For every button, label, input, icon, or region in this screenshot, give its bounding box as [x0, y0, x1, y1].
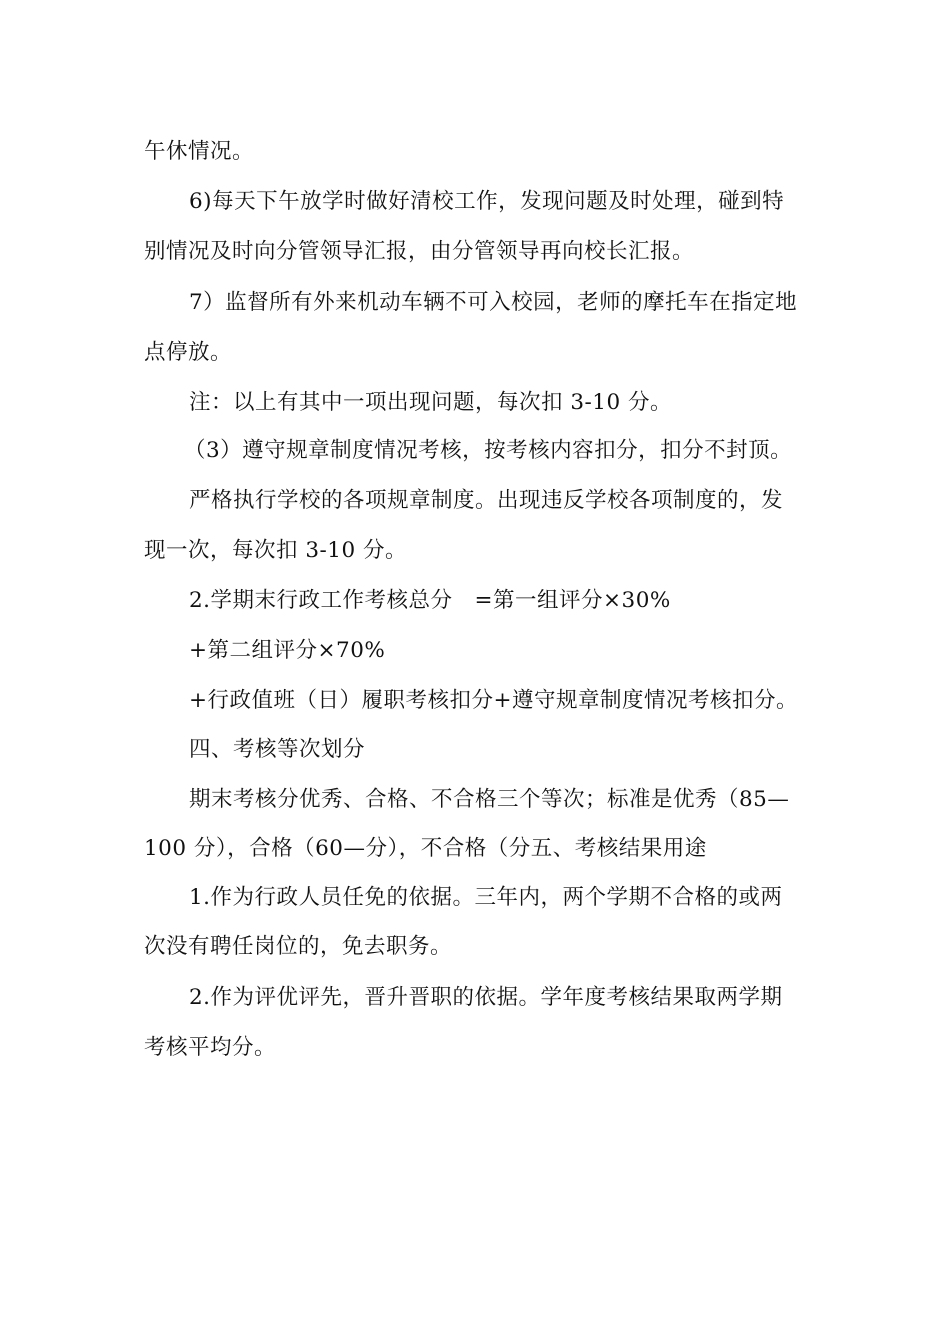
text-line: 100 分），合格（60—分），不合格（分五、考核结果用途: [144, 836, 707, 861]
text-line: 现一次，每次扣 3-10 分。: [144, 538, 407, 563]
text-line: 别情况及时向分管领导汇报，由分管领导再向校长汇报。: [144, 239, 695, 264]
text-line: 点停放。: [144, 340, 233, 365]
text-line: 注：以上有其中一项出现问题，每次扣 3-10 分。: [189, 390, 672, 415]
text-line: 6)每天下午放学时做好清校工作，发现问题及时处理，碰到特: [189, 189, 785, 214]
section-heading: 四、考核等次划分: [189, 737, 366, 762]
text-line: 2.作为评优评先，晋升晋职的依据。学年度考核结果取两学期: [189, 985, 783, 1010]
text-line: （3）遵守规章制度情况考核，按考核内容扣分，扣分不封顶。: [184, 438, 793, 463]
text-line: 1.作为行政人员任免的依据。三年内，两个学期不合格的或两: [189, 885, 783, 910]
text-line: +行政值班（日）履职考核扣分+遵守规章制度情况考核扣分。: [189, 688, 799, 713]
text-line: 期末考核分优秀、合格、不合格三个等次；标准是优秀（85—: [189, 787, 790, 812]
text-line: +第二组评分×70%: [189, 638, 386, 663]
text-line: 2.学期末行政工作考核总分 =第一组评分×30%: [189, 588, 671, 613]
text-line: 考核平均分。: [144, 1035, 277, 1060]
text-line: 午休情况。: [144, 139, 255, 164]
text-line: 7）监督所有外来机动车辆不可入校园，老师的摩托车在指定地: [189, 290, 798, 315]
text-line: 次没有聘任岗位的，免去职务。: [144, 934, 453, 959]
text-line: 严格执行学校的各项规章制度。出现违反学校各项制度的，发: [189, 488, 784, 513]
